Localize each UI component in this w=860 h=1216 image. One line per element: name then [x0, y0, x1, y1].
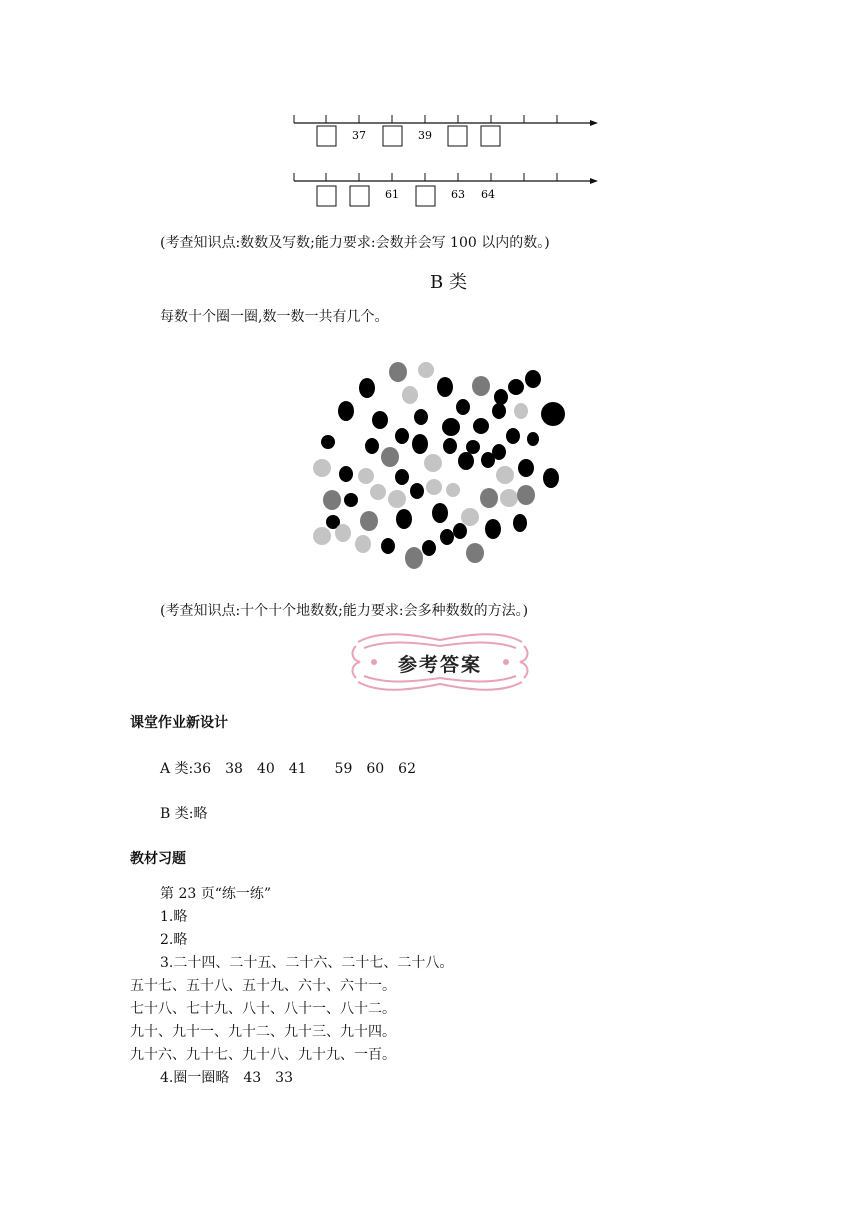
dot	[527, 432, 539, 446]
answer-a: A 类:36 38 40 41 59 60 62	[160, 761, 416, 777]
dot	[446, 483, 460, 497]
dot	[335, 524, 351, 542]
dot	[466, 440, 480, 454]
dot	[506, 428, 520, 444]
dot	[494, 389, 508, 405]
dot	[492, 403, 506, 419]
dot	[410, 483, 424, 499]
answer-box	[416, 186, 435, 206]
answer-banner-label: 参考答案	[397, 654, 482, 676]
dot	[481, 452, 495, 468]
dot	[422, 540, 436, 556]
arrow-right-icon	[590, 178, 598, 184]
tick-label: 63	[451, 188, 465, 201]
dot	[513, 514, 527, 532]
dot	[396, 509, 412, 529]
dot	[402, 386, 418, 404]
dot	[472, 376, 490, 396]
dot	[541, 402, 565, 426]
dot	[321, 435, 335, 449]
dot	[496, 466, 514, 484]
dot	[461, 508, 479, 526]
answer-box	[448, 126, 467, 146]
dot	[339, 466, 353, 482]
dot	[344, 493, 358, 507]
answer-box	[317, 186, 336, 206]
dot	[485, 519, 501, 539]
dot	[458, 452, 474, 470]
dot	[543, 468, 559, 488]
dot	[480, 488, 498, 508]
dot	[517, 485, 535, 505]
section-b-title: B 类	[430, 272, 467, 293]
dot	[418, 362, 434, 378]
tick-label: 37	[352, 129, 366, 142]
heading-textbook: 教材习题	[130, 851, 186, 867]
dot	[313, 527, 331, 545]
dot	[437, 377, 453, 397]
dot	[514, 403, 528, 419]
answer-box	[383, 126, 402, 146]
dot	[405, 547, 423, 569]
section-b-prompt: 每数十个圈一圈,数一数一共有几个。	[160, 309, 389, 325]
knowledge-note-b: (考查知识点:十个十个地数数;能力要求:会多种数数的方法。)	[160, 603, 529, 619]
dot	[395, 428, 409, 444]
dot	[466, 543, 484, 563]
dot	[473, 418, 489, 434]
dot	[426, 479, 442, 495]
textbook-line: 4.圈一圈略 43 33	[160, 1070, 293, 1086]
heading-homework: 课堂作业新设计	[130, 715, 228, 731]
dot	[338, 401, 354, 421]
dot	[370, 484, 386, 500]
dot	[432, 503, 448, 523]
dot	[414, 409, 428, 425]
answer-box	[317, 126, 336, 146]
dot	[389, 362, 407, 382]
textbook-line: 九十、九十一、九十二、九十三、九十四。	[130, 1024, 396, 1040]
tick-label: 61	[385, 188, 399, 201]
dot	[424, 454, 442, 472]
number-line-2	[294, 173, 598, 206]
dots-figure	[313, 350, 578, 575]
textbook-line: 七十八、七十九、八十、八十一、八十二。	[130, 1001, 396, 1017]
textbook-line: 2.略	[160, 932, 188, 948]
dot	[443, 438, 457, 454]
number-line-1	[294, 115, 598, 146]
dot	[359, 378, 375, 398]
dot	[381, 447, 399, 467]
number-lines-figure	[280, 105, 610, 215]
dot	[365, 438, 379, 454]
dot	[453, 523, 467, 539]
dot	[360, 511, 378, 531]
dot	[323, 490, 341, 510]
dot	[456, 399, 470, 415]
answer-box	[481, 126, 500, 146]
textbook-line: 3.二十四、二十五、二十六、二十七、二十八。	[160, 955, 454, 971]
dot	[358, 468, 374, 484]
dot	[313, 459, 331, 477]
dot	[500, 489, 518, 507]
dot	[442, 418, 460, 436]
dot	[355, 535, 371, 553]
dot	[440, 529, 454, 545]
answer-b: B 类:略	[160, 806, 208, 822]
dot	[372, 411, 388, 429]
answer-banner	[350, 628, 530, 696]
textbook-line: 九十六、九十七、九十八、九十九、一百。	[130, 1047, 396, 1063]
dot	[508, 379, 524, 395]
arrow-right-icon	[590, 120, 598, 126]
tick-label: 64	[481, 188, 495, 201]
knowledge-note-a: (考查知识点:数数及写数;能力要求:会数并会写 100 以内的数。)	[160, 235, 550, 251]
dot	[518, 459, 534, 477]
textbook-line: 1.略	[160, 909, 188, 925]
textbook-line: 第 23 页“练一练”	[160, 886, 272, 902]
dot	[395, 469, 409, 485]
textbook-line: 五十七、五十八、五十九、六十、六十一。	[130, 978, 396, 994]
dot	[525, 370, 541, 388]
dot	[412, 434, 428, 454]
dot	[381, 538, 395, 554]
tick-label: 39	[418, 129, 432, 142]
dot	[388, 490, 406, 508]
answer-box	[350, 186, 369, 206]
